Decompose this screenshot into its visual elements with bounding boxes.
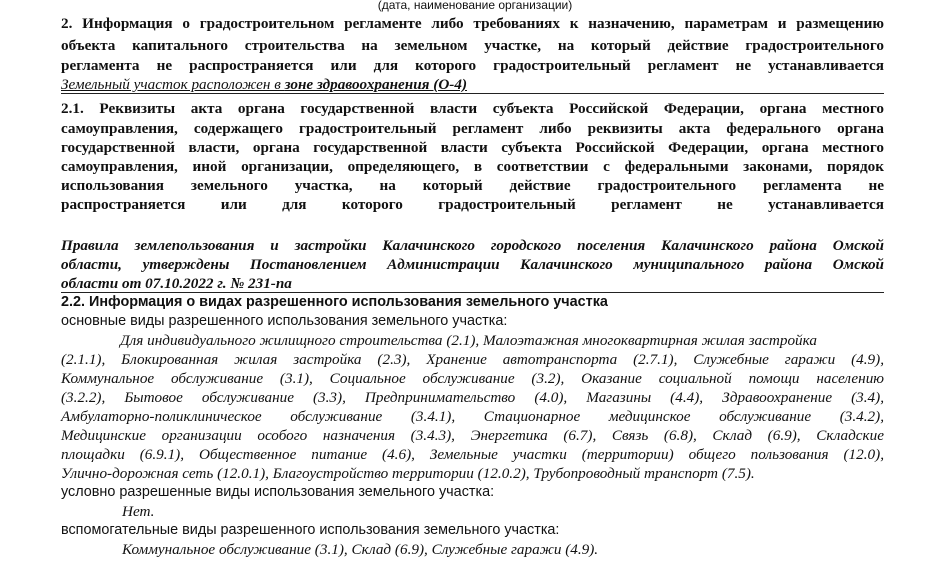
org-caption: (дата, наименование организации) <box>377 0 573 12</box>
section-21-line-5: использования земельного участка, на который действие градостроительного регламента не <box>61 177 884 194</box>
main-use-line-5: Амбулаторно-поликлиническое обслуживание (3.4.1), Стационарное медицинское обслуживание (3.4.2), <box>61 408 884 425</box>
conditional-uses-label: условно разрешенные виды использования земельного участка: <box>61 484 495 500</box>
main-use-line-1: Для индивидуального жилищного строительства (2.1), Малоэтажная многоквартирная жилая застройка <box>120 332 817 349</box>
main-use-line-2: (2.1.1), Блокированная жилая застройка (2.3), Хранение автотранспорта (2.7.1), Служебные гаражи (4.9), <box>61 351 884 368</box>
conditional-uses-value: Нет. <box>122 503 155 520</box>
section-2-line-2: объекта капитального строительства на земельном участке, на который действие градостроительного <box>61 37 884 54</box>
main-use-line-8: Улично-дорожная сеть (12.0.1), Благоустройство территории (12.0.2), Трубопроводный транспорт (7.5). <box>61 465 755 482</box>
act-line-3: области от 07.10.2022 г. № 231-па <box>61 275 292 292</box>
act-line-2: области, утверждены Постановлением Администрации Калачинского муниципального района Омской <box>61 256 884 273</box>
section-21-line-4: самоуправления, иной организации, определяющего, в соответствии с федеральными законами, порядок <box>61 158 884 175</box>
divider-1 <box>61 93 884 94</box>
auxiliary-uses-label: вспомогательные виды разрешенного использования земельного участка: <box>61 522 560 538</box>
section-2-line-1: 2. Информация о градостроительном регламенте либо требованиях к назначению, параметрам и размещению <box>61 15 884 32</box>
section-21-line-6: распространяется или для которого градостроительный регламент не устанавливается <box>61 196 884 213</box>
section-22-heading: 2.2. Информация о видах разрешенного использования земельного участка <box>61 294 608 310</box>
section-21-line-2: самоуправления, содержащего градостроительный регламент либо реквизиты акта федерального органа <box>61 120 884 137</box>
act-line-1: Правила землепользования и застройки Калачинского городского поселения Калачинского района Омской <box>61 237 884 254</box>
section-2-line-3: регламента не распространяется или для которого градостроительный регламент не устанавливается <box>61 57 884 74</box>
main-use-line-3: Коммунальное обслуживание (3.1), Социальное обслуживание (3.2), Оказание социальной помощи населению <box>61 370 884 387</box>
section-21-line-3: государственной власти, органа государственной власти субъекта Российской Федерации, органа местного <box>61 139 884 156</box>
main-use-line-4: (3.2.2), Бытовое обслуживание (3.3), Предпринимательство (4.0), Магазины (4.4), Здравоохранение (3.4), <box>61 389 884 406</box>
section-21-line-1: 2.1. Реквизиты акта органа государственной власти субъекта Российской Федерации, органа местного <box>61 100 884 117</box>
main-uses-label: основные виды разрешенного использования земельного участка: <box>61 313 508 329</box>
zone-line <box>61 75 884 94</box>
zone-prefix: Земельный участок расположен в <box>61 76 285 93</box>
zone-name: зоне здравоохранения (О-4) <box>284 76 468 93</box>
auxiliary-uses-value: Коммунальное обслуживание (3.1), Склад (6.9), Служебные гаражи (4.9). <box>122 541 599 558</box>
main-use-line-7: площадки (6.9.1), Общественное питание (4.6), Земельные участки (территории) общего пользования (12.0), <box>61 446 884 463</box>
main-use-line-6: Медицинские организации особого назначения (3.4.3), Энергетика (6.7), Связь (6.8), Склад (6.9), Складские <box>61 427 884 444</box>
